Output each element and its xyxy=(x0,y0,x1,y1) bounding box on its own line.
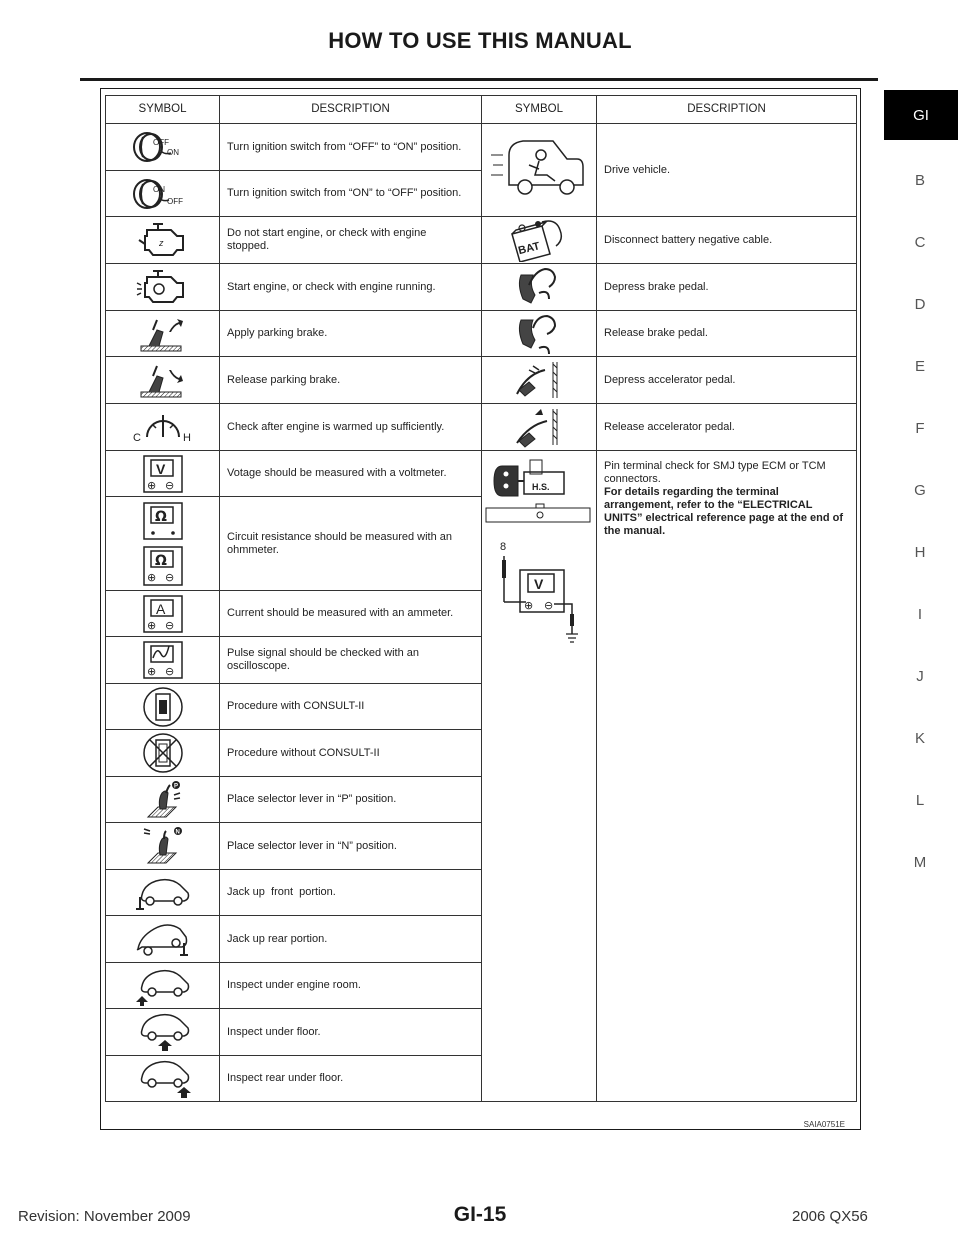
svg-text:ON: ON xyxy=(166,148,179,157)
side-letter-b[interactable]: B xyxy=(914,172,925,189)
desc-warm-up: Check after engine is warmed up sufficiently. xyxy=(227,420,445,433)
side-letter-l[interactable]: L xyxy=(915,792,925,809)
svg-text:A: A xyxy=(155,600,165,617)
desc-selector-n: Place selector lever in “N” position. xyxy=(227,839,397,852)
side-letter-m[interactable]: M xyxy=(913,854,927,871)
footer-revision: Revision: November 2009 xyxy=(18,1208,191,1225)
pin-terminal-check-icon xyxy=(482,452,596,652)
header-description-left: DESCRIPTION xyxy=(311,103,390,115)
svg-text:z: z xyxy=(158,238,163,248)
ignition-off-to-on-icon xyxy=(106,124,219,170)
page-number: GI-15 xyxy=(453,1203,507,1226)
pin-check-reference: For details regarding the terminal arrangement, refer to the “ELECTRICAL UNITS” electrical reference page at the end of the manual. xyxy=(604,486,844,537)
engine-running-icon xyxy=(106,264,219,310)
desc-apply-parking: Apply parking brake. xyxy=(227,327,328,339)
desc-ohmmeter: Circuit resistance should be measured with an ohmmeter. xyxy=(227,530,453,556)
inspect-floor-icon xyxy=(106,1009,219,1055)
page-title: HOW TO USE THIS MANUAL xyxy=(328,28,632,53)
inspect-rear-floor-icon xyxy=(106,1056,219,1101)
desc-jack-front: Jack up front portion. xyxy=(227,886,336,898)
svg-text:H: H xyxy=(182,432,191,444)
desc-depress-brake: Depress brake pedal. xyxy=(604,280,709,293)
desc-oscilloscope: Pulse signal should be checked with an oscilloscope. xyxy=(227,647,420,672)
desc-release-accelerator: Release accelerator pedal. xyxy=(604,420,735,433)
svg-text:Ω: Ω xyxy=(154,508,167,525)
desc-no-consult: Procedure without CONSULT-II xyxy=(227,746,380,759)
pin-check-text: Pin terminal check for SMJ type ECM or TCM connectors. xyxy=(604,460,826,485)
desc-ammeter: Current should be measured with an ammeter. xyxy=(227,607,454,619)
svg-text:⊖: ⊖ xyxy=(164,618,174,632)
side-letter-j[interactable]: J xyxy=(916,668,924,685)
desc-ignition-on-off: Turn ignition switch from “ON” to “OFF” position. xyxy=(227,187,462,199)
desc-consult: Procedure with CONSULT-II xyxy=(227,700,365,712)
pin-check-description xyxy=(604,460,849,538)
svg-text:⊕: ⊕ xyxy=(146,478,156,492)
battery-icon xyxy=(482,217,596,263)
selector-n-icon xyxy=(106,823,219,869)
depress-brake-icon xyxy=(482,264,596,310)
svg-text:C: C xyxy=(132,432,141,444)
engine-stopped-icon xyxy=(106,217,219,263)
svg-text:⊕: ⊕ xyxy=(146,570,156,584)
side-tab-gi[interactable]: GI xyxy=(884,90,958,140)
side-letter-d[interactable]: D xyxy=(914,296,926,313)
side-letter-k[interactable]: K xyxy=(914,730,925,747)
header-symbol-right: SYMBOL xyxy=(515,103,563,115)
desc-jack-rear: Jack up rear portion. xyxy=(227,932,328,945)
depress-accelerator-icon xyxy=(482,357,596,403)
desc-ignition-off-on: Turn ignition switch from “OFF” to “ON” position. xyxy=(227,140,462,153)
svg-text:⊖: ⊖ xyxy=(544,599,554,612)
svg-text:⊖: ⊖ xyxy=(164,478,174,492)
svg-text:⊖: ⊖ xyxy=(164,570,174,584)
jack-front-icon xyxy=(106,870,219,915)
svg-text:8: 8 xyxy=(500,541,507,553)
oscilloscope-icon xyxy=(106,637,219,683)
svg-text:OFF: OFF xyxy=(152,138,169,147)
desc-drive-vehicle: Drive vehicle. xyxy=(604,163,671,176)
release-parking-brake-icon xyxy=(106,357,219,403)
desc-depress-accelerator: Depress accelerator pedal. xyxy=(604,373,736,386)
svg-text:P: P xyxy=(173,783,178,789)
desc-inspect-rear-floor: Inspect rear under floor. xyxy=(227,1072,344,1084)
selector-p-icon xyxy=(106,777,219,822)
release-brake-icon xyxy=(482,311,596,356)
svg-text:⊖: ⊖ xyxy=(164,665,174,678)
col-divider xyxy=(596,96,597,1101)
side-letter-e[interactable]: E xyxy=(914,358,925,375)
voltmeter-icon xyxy=(106,451,219,496)
header-symbol-left: SYMBOL xyxy=(138,103,187,115)
jack-rear-icon xyxy=(106,916,219,962)
apply-parking-brake-icon xyxy=(106,311,219,356)
title-rule xyxy=(80,78,878,81)
svg-text:BAT: BAT xyxy=(517,240,542,258)
desc-voltmeter: Votage should be measured with a voltmeter. xyxy=(227,467,447,479)
side-letter-h[interactable]: H xyxy=(914,544,926,561)
svg-text:N: N xyxy=(175,829,180,836)
svg-text:Ω: Ω xyxy=(154,552,167,569)
desc-release-brake: Release brake pedal. xyxy=(604,327,708,339)
ohmmeter-icon xyxy=(106,497,219,590)
svg-text:V: V xyxy=(155,460,165,477)
col-divider xyxy=(219,96,220,1101)
temperature-gauge-icon xyxy=(106,404,219,450)
side-letter-f[interactable]: F xyxy=(915,420,925,437)
ignition-on-to-off-icon xyxy=(106,171,219,216)
footer-model: 2006 QX56 xyxy=(792,1208,868,1225)
no-consult-icon xyxy=(106,730,219,776)
header-description-right: DESCRIPTION xyxy=(687,103,766,115)
side-letter-g[interactable]: G xyxy=(914,482,926,499)
desc-selector-p: Place selector lever in “P” position. xyxy=(227,793,397,805)
svg-text:V: V xyxy=(534,576,544,592)
svg-text:OFF: OFF xyxy=(166,196,183,206)
ammeter-icon xyxy=(106,591,219,636)
desc-engine-running: Start engine, or check with engine running. xyxy=(227,280,436,293)
figure-code: SAIA0751E xyxy=(803,1120,845,1129)
svg-text:⊕: ⊕ xyxy=(524,599,534,612)
side-letter-c[interactable]: C xyxy=(914,234,926,251)
release-accelerator-icon xyxy=(482,404,596,450)
inspect-engine-room-icon xyxy=(106,963,219,1008)
svg-text:⊕: ⊕ xyxy=(146,618,156,632)
side-letter-i[interactable]: I xyxy=(917,606,923,623)
desc-inspect-engine-room: Inspect under engine room. xyxy=(227,979,361,991)
consult-icon xyxy=(106,684,219,729)
desc-inspect-floor: Inspect under floor. xyxy=(227,1025,321,1038)
desc-engine-stopped: Do not start engine, or check with engine stopped. xyxy=(227,227,427,252)
svg-text:⊕: ⊕ xyxy=(146,665,156,678)
svg-text:H.S.: H.S. xyxy=(532,482,550,492)
desc-battery: Disconnect battery negative cable. xyxy=(604,233,773,246)
drive-vehicle-icon xyxy=(482,124,596,216)
desc-release-parking: Release parking brake. xyxy=(227,373,341,386)
svg-text:ON: ON xyxy=(152,184,165,194)
